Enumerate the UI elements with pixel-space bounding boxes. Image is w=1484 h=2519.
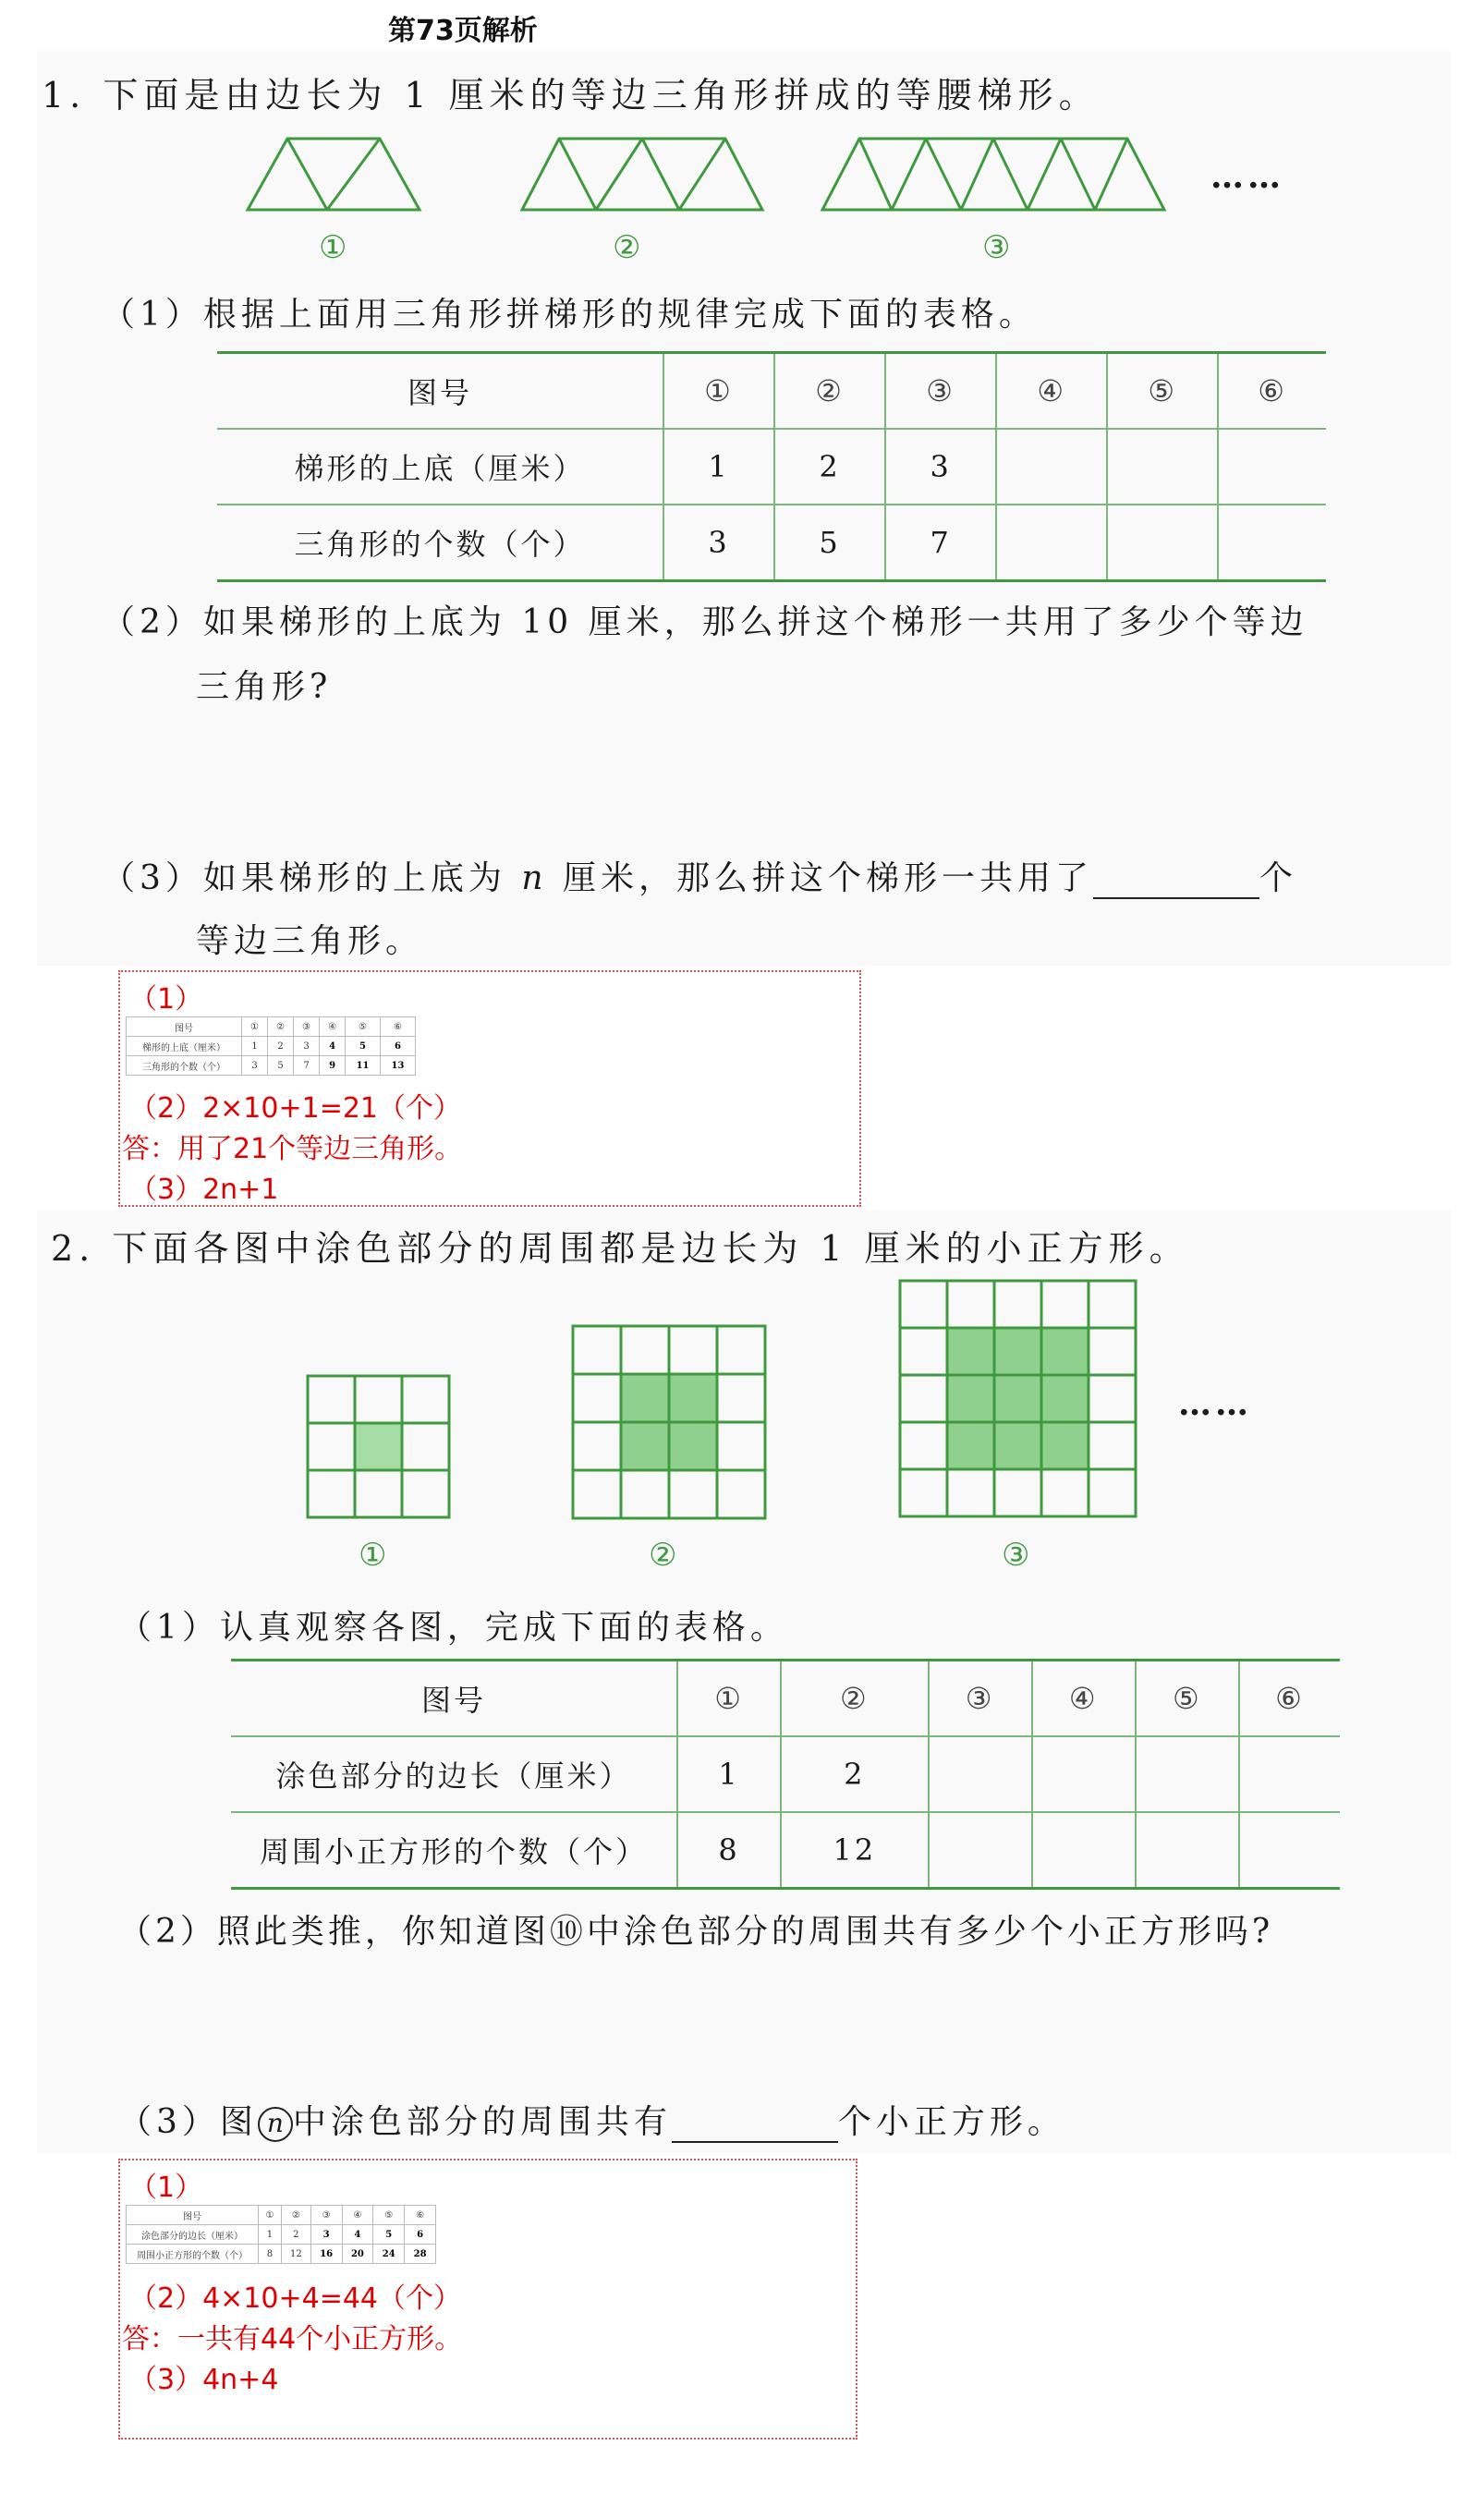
table-row bbox=[231, 1736, 1340, 1812]
q1-ellipsis: …… bbox=[1210, 157, 1284, 196]
q2-stem: 2. 下面各图中涂色部分的周围都是边长为 1 厘米的小正方形。 bbox=[51, 1228, 1190, 1269]
a2-mini-th-2: ② bbox=[281, 2206, 310, 2225]
q1-r0-c5[interactable] bbox=[1107, 429, 1218, 505]
q2-r0-c2: 2 bbox=[781, 1736, 928, 1812]
a1-mini-r0-6: 6 bbox=[381, 1037, 416, 1056]
q1-r0-c2: 2 bbox=[774, 429, 885, 505]
q2-r0-c3[interactable] bbox=[929, 1736, 1032, 1812]
a1-mini-r0-2: 2 bbox=[268, 1037, 294, 1056]
q1-r1-c5[interactable] bbox=[1107, 505, 1218, 581]
a2-mini-r0-2: 2 bbox=[281, 2225, 310, 2245]
q2-r0-c1: 1 bbox=[677, 1736, 781, 1812]
q1-r1-c1: 3 bbox=[663, 505, 774, 581]
a1-p2-answer: 答：用了21个等边三角形。 bbox=[122, 1133, 463, 1165]
q1-r1-label: 三角形的个数（个） bbox=[217, 505, 663, 581]
q1-part3-post: 个 bbox=[1259, 859, 1298, 897]
q2-ellipsis: …… bbox=[1178, 1384, 1252, 1423]
q2-part3-pre: （3）图 bbox=[118, 2103, 258, 2141]
q2-r0-c6[interactable] bbox=[1239, 1736, 1340, 1812]
q2-part3 bbox=[118, 2096, 1065, 2143]
a2-mini-table bbox=[126, 2205, 436, 2264]
q2-figure-label-2: ② bbox=[649, 1537, 677, 1574]
q1-table bbox=[217, 351, 1326, 582]
q2-th-0: 图号 bbox=[231, 1661, 677, 1737]
q2-r1-c4[interactable] bbox=[1032, 1812, 1136, 1889]
table-row bbox=[231, 1812, 1340, 1889]
q1-th-5: ⑤ bbox=[1107, 353, 1218, 430]
a1-mini-r1-0: 三角形的个数（个） bbox=[127, 1056, 242, 1076]
a2-mini-r1-6: 28 bbox=[405, 2245, 436, 2264]
q2-r0-c5[interactable] bbox=[1136, 1736, 1239, 1812]
a1-mini-r1-3: 7 bbox=[294, 1056, 320, 1076]
a2-mini-r0-3: 3 bbox=[310, 2225, 342, 2245]
q1-th-1: ① bbox=[663, 353, 774, 430]
q1-part3-mid: 厘米，那么拼这个梯形一共用了 bbox=[547, 859, 1093, 897]
a1-mini-r0-4: 4 bbox=[320, 1037, 346, 1056]
square-figure-2 bbox=[573, 1326, 765, 1518]
q1-part3-pre: （3）如果梯形的上底为 bbox=[102, 859, 522, 897]
q2-r0-c4[interactable] bbox=[1032, 1736, 1136, 1812]
a2-mini-r1-0: 周围小正方形的个数（个） bbox=[127, 2245, 259, 2264]
a1-p2: （2）2×10+1=21（个） bbox=[129, 1092, 462, 1125]
a2-p2-answer: 答：一共有44个小正方形。 bbox=[122, 2323, 463, 2355]
a1-mini-th-5: ⑤ bbox=[346, 1017, 381, 1037]
a1-mini-r0-1: 1 bbox=[242, 1037, 268, 1056]
q1-r0-c4[interactable] bbox=[996, 429, 1107, 505]
square-figure-1 bbox=[308, 1376, 449, 1517]
a2-p2: （2）4×10+4=44（个） bbox=[129, 2282, 462, 2315]
table-row bbox=[127, 1056, 416, 1076]
a2-mini-r1-1: 8 bbox=[259, 2245, 282, 2264]
a2-mini-r0-1: 1 bbox=[259, 2225, 282, 2245]
q1-th-3: ③ bbox=[885, 353, 996, 430]
q1-r1-c3: 7 bbox=[885, 505, 996, 581]
q1-th-0: 图号 bbox=[217, 353, 663, 430]
a2-mini-th-5: ⑤ bbox=[373, 2206, 405, 2225]
q2-r0-label: 涂色部分的边长（厘米） bbox=[231, 1736, 677, 1812]
q1-r1-c4[interactable] bbox=[996, 505, 1107, 581]
q1-part3-blank[interactable] bbox=[1093, 860, 1259, 899]
q1-figure-label-2: ② bbox=[613, 229, 641, 266]
q1-part2-line2: 三角形? bbox=[196, 668, 333, 706]
a2-mini-r1-2: 12 bbox=[281, 2245, 310, 2264]
q2-figure-label-3: ③ bbox=[1002, 1537, 1030, 1574]
square-figure-3 bbox=[900, 1281, 1136, 1516]
a1-mini-th-0: 图号 bbox=[127, 1017, 242, 1037]
q1-part3-var: n bbox=[521, 859, 548, 897]
a1-mini-th-1: ① bbox=[242, 1017, 268, 1037]
q1-r0-label: 梯形的上底（厘米） bbox=[217, 429, 663, 505]
a1-mini-r1-2: 5 bbox=[268, 1056, 294, 1076]
trapezoid-figure-1 bbox=[248, 139, 420, 210]
a1-mini-th-2: ② bbox=[268, 1017, 294, 1037]
q1-th-6: ⑥ bbox=[1258, 373, 1287, 408]
q1-part2-line1: （2）如果梯形的上底为 10 厘米，那么拼这个梯形一共用了多少个等边 bbox=[102, 603, 1308, 641]
square-figures bbox=[0, 1275, 1484, 1543]
a1-mini-table bbox=[126, 1016, 416, 1076]
q2-part3-blank[interactable] bbox=[672, 2104, 838, 2143]
q1-stem: 1. 下面是由边长为 1 厘米的等边三角形拼成的等腰梯形。 bbox=[42, 75, 1100, 116]
q2-th-2: ② bbox=[781, 1661, 928, 1737]
a1-mini-th-4: ④ bbox=[320, 1017, 346, 1037]
q2-part3-mid: 中涂色部分的周围共有 bbox=[292, 2103, 672, 2141]
q1-table-header-row bbox=[217, 353, 1326, 430]
q1-r0-c6[interactable] bbox=[1218, 429, 1326, 505]
answer-box-1 bbox=[118, 970, 861, 1207]
q2-part1: （1）认真观察各图，完成下面的表格。 bbox=[118, 1609, 788, 1647]
a1-mini-r0-3: 3 bbox=[294, 1037, 320, 1056]
q2-r1-c6[interactable] bbox=[1239, 1812, 1340, 1889]
a1-mini-r0-0: 梯形的上底（厘米） bbox=[127, 1037, 242, 1056]
q1-r1-c2: 5 bbox=[774, 505, 885, 581]
trapezoid-figure-3 bbox=[822, 139, 1164, 210]
a1-mini-r1-1: 3 bbox=[242, 1056, 268, 1076]
a1-mini-th-6: ⑥ bbox=[381, 1017, 416, 1037]
a2-mini-r0-0: 涂色部分的边长（厘米） bbox=[127, 2225, 259, 2245]
q2-th-1: ① bbox=[677, 1661, 781, 1737]
q2-th-5: ⑤ bbox=[1136, 1661, 1239, 1737]
a2-mini-th-1: ① bbox=[259, 2206, 282, 2225]
a2-mini-r1-4: 20 bbox=[342, 2245, 373, 2264]
q2-part3-post: 个小正方形。 bbox=[837, 2103, 1065, 2141]
a2-mini-r1-3: 16 bbox=[310, 2245, 342, 2264]
q2-r1-c1: 8 bbox=[677, 1812, 781, 1889]
page-title: 第73页解析 bbox=[388, 15, 538, 47]
q2-figure-label-1: ① bbox=[359, 1537, 387, 1574]
q1-th-4: ④ bbox=[996, 353, 1107, 430]
q2-th-3: ③ bbox=[929, 1661, 1032, 1737]
q1-part1: （1）根据上面用三角形拼梯形的规律完成下面的表格。 bbox=[102, 296, 1037, 334]
table-row bbox=[127, 2225, 436, 2245]
q1-figure-label-1: ① bbox=[319, 229, 347, 266]
q1-part3-line1 bbox=[102, 852, 1297, 899]
q2-r1-c2: 12 bbox=[781, 1812, 928, 1889]
a1-mini-r0-5: 5 bbox=[346, 1037, 381, 1056]
q2-table-header-row bbox=[231, 1661, 1340, 1737]
a2-mini-r0-6: 6 bbox=[405, 2225, 436, 2245]
q2-th-4: ④ bbox=[1032, 1661, 1136, 1737]
q2-th-6: ⑥ bbox=[1275, 1681, 1305, 1716]
q1-r0-c3: 3 bbox=[885, 429, 996, 505]
a2-p3: （3）4n+4 bbox=[129, 2364, 279, 2396]
a2-mini-th-0: 图号 bbox=[127, 2206, 259, 2225]
q2-table bbox=[231, 1659, 1340, 1890]
table-row bbox=[127, 1037, 416, 1056]
trapezoid-figures bbox=[231, 129, 1303, 222]
q1-figure-label-3: ③ bbox=[982, 229, 1011, 266]
q2-r1-c5[interactable] bbox=[1136, 1812, 1239, 1889]
a2-p1: （1） bbox=[129, 2172, 203, 2204]
a2-mini-r0-4: 4 bbox=[342, 2225, 373, 2245]
table-row bbox=[217, 429, 1326, 505]
q2-r1-label: 周围小正方形的个数（个） bbox=[231, 1812, 677, 1889]
a2-mini-th-3: ③ bbox=[310, 2206, 342, 2225]
a2-mini-r1-5: 24 bbox=[373, 2245, 405, 2264]
trapezoid-figure-2 bbox=[522, 139, 762, 210]
q1-th-2: ② bbox=[774, 353, 885, 430]
a2-mini-r0-5: 5 bbox=[373, 2225, 405, 2245]
a2-mini-th-4: ④ bbox=[342, 2206, 373, 2225]
table-row bbox=[127, 2245, 436, 2264]
q1-r1-c6[interactable] bbox=[1218, 505, 1326, 581]
q2-part3-var: n bbox=[258, 2107, 293, 2142]
q1-r0-c1: 1 bbox=[663, 429, 774, 505]
a2-mini-th-6: ⑥ bbox=[405, 2206, 436, 2225]
q2-part2: （2）照此类推，你知道图⑩中涂色部分的周围共有多少个小正方形吗? bbox=[118, 1913, 1274, 1951]
answer-box-2 bbox=[118, 2159, 858, 2440]
a1-mini-r1-4: 9 bbox=[320, 1056, 346, 1076]
a1-p1: （1） bbox=[129, 983, 203, 1016]
q1-part3-line2: 等边三角形。 bbox=[196, 922, 424, 960]
a1-mini-r1-6: 13 bbox=[381, 1056, 416, 1076]
table-row bbox=[217, 505, 1326, 581]
q2-r1-c3[interactable] bbox=[929, 1812, 1032, 1889]
a1-p3: （3）2n+1 bbox=[129, 1174, 279, 1206]
a1-mini-th-3: ③ bbox=[294, 1017, 320, 1037]
a1-mini-r1-5: 11 bbox=[346, 1056, 381, 1076]
